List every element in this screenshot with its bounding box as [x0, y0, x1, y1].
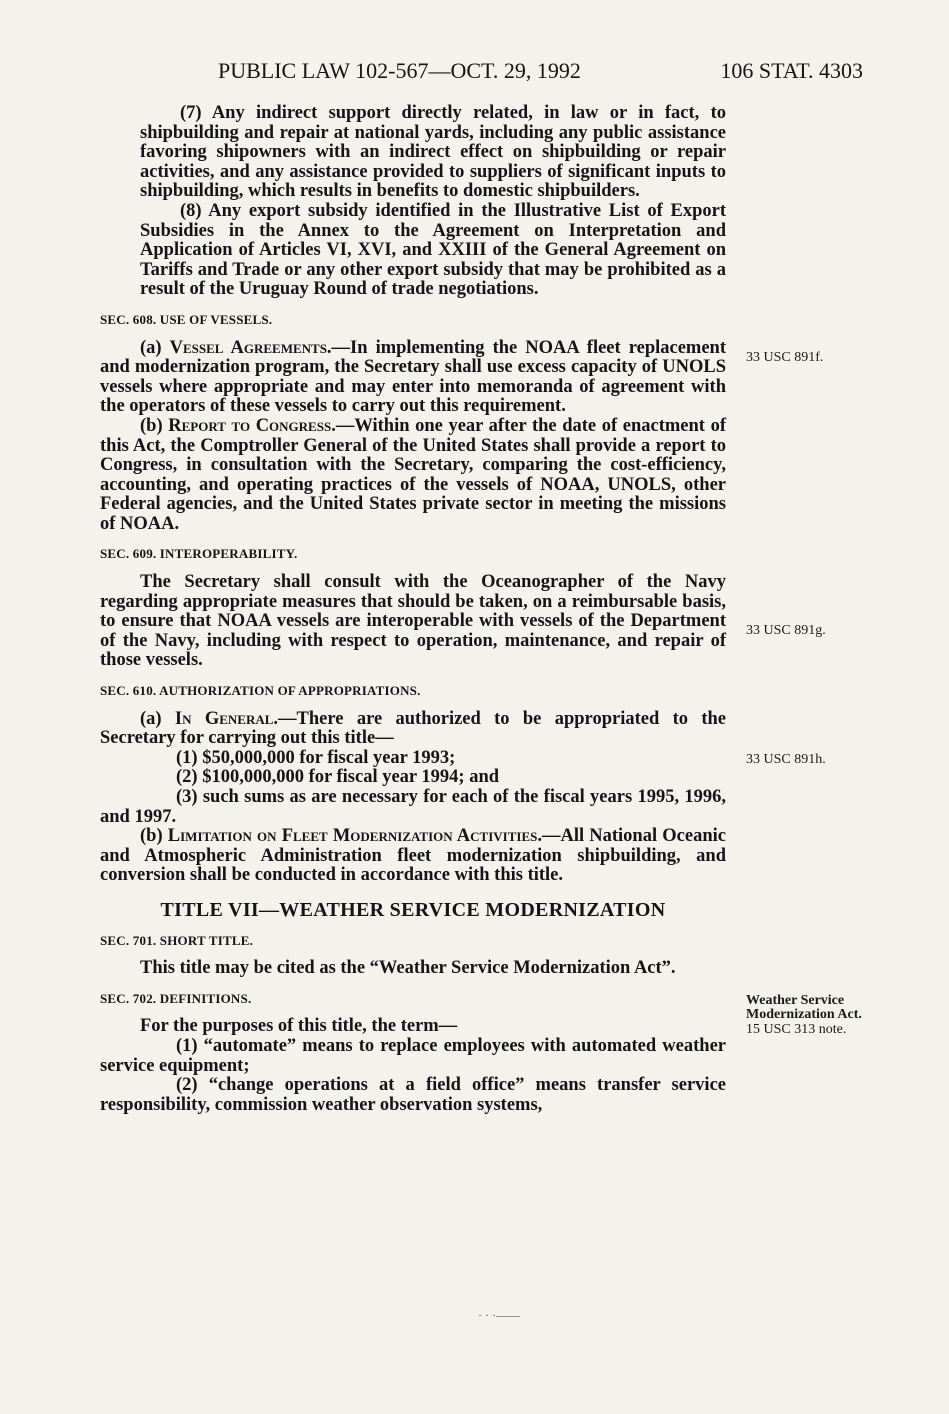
section-610-heading: SEC. 610. AUTHORIZATION OF APPROPRIATIONS.	[100, 683, 421, 699]
section-702-item-1: (1) “automate” means to replace employees with automated weather service equipment;	[100, 1035, 726, 1076]
margin-note-sec608: 33 USC 891f.	[746, 350, 824, 365]
section-609-text: The Secretary shall consult with the Oceanographer of the Navy regarding appropriate measures that should be taken, on a reimbursable basis, to ensure that NOAA vessels are interoperable with vessels of the Department of the Navy, including with respect to operation, maintenance, and repair of those vessels.	[100, 572, 726, 671]
section-608-a	[100, 339, 726, 417]
document-body	[100, 104, 726, 1115]
section-608-b	[100, 417, 726, 535]
footer-mark: · · ·——	[478, 1308, 520, 1322]
section-608-a-text: .—In implementing the NOAA fleet replacement and modernization program, the Secretary shall use excess capacity of UNOLS vessels where appropriate and may enter into memoranda of agreement with the operators of these vessels to carry out this requirement.	[100, 337, 726, 417]
section-610-a	[100, 710, 726, 749]
section-608-a-label: (a)	[140, 337, 170, 358]
margin-note-title7	[746, 994, 876, 1037]
title-7-heading: TITLE VII—WEATHER SERVICE MODERNIZATION	[160, 898, 666, 921]
margin-note-sec610: 33 USC 891h.	[746, 752, 826, 767]
page-header	[100, 58, 863, 88]
section-610-a-label: (a)	[140, 708, 175, 729]
section-610-item-3: (3) such sums as are necessary for each of the fiscal years 1995, 1996, and 1997.	[100, 787, 726, 827]
running-head: PUBLIC LAW 102-567—OCT. 29, 1992	[218, 58, 581, 83]
section-702-heading: SEC. 702. DEFINITIONS.	[100, 990, 252, 1006]
section-610-b-text: .—All National Oceanic and Atmospheric Administration fleet modernization shipbuilding, and conversion shall be conducted in accordance with this title.	[100, 826, 726, 886]
section-608-a-caption: Vessel Agreements	[169, 337, 327, 358]
section-610-b	[100, 827, 726, 886]
section-701-heading: SEC. 701. SHORT TITLE.	[100, 932, 254, 948]
margin-note-title7-act: Weather Service Modernization Act.	[746, 993, 862, 1022]
section-608-heading: SEC. 608. USE OF VESSELS.	[100, 311, 273, 327]
section-609-heading: SEC. 609. INTEROPERABILITY.	[100, 546, 298, 562]
section-610-a-caption: In General	[174, 708, 274, 729]
margin-note-title7-usc: 15 USC 313 note.	[746, 1022, 847, 1037]
section-702-item-2: (2) “change operations at a field office” means transfer service responsibility, commission weather observation systems,	[100, 1075, 726, 1115]
section-610-item-2: (2) $100,000,000 for fiscal year 1994; and	[176, 767, 500, 788]
statute-page-number: 106 STAT. 4303	[720, 58, 863, 83]
section-608-b-label: (b)	[140, 415, 169, 436]
section-610-a-text: .—There are authorized to be appropriated to the Secretary for carrying out this title—	[100, 708, 726, 749]
paragraph-7: (7) Any indirect support directly related, in law or in fact, to shipbuilding and repair at national yards, including any public assistance favoring shipowners with an indirect effect on shipbuilding or repair activities, and any assistance provided to suppliers of significant inputs to shipbuilding, which results in benefits to domestic shipbuilders.	[140, 103, 726, 202]
section-610-b-label: (b)	[140, 826, 168, 847]
section-702-intro: For the purposes of this title, the term—	[140, 1016, 458, 1037]
paragraph-8: (8) Any export subsidy identified in the Illustrative List of Export Subsidies in the Annex to the Agreement on Interpretation and Application of Articles VI, XVI, and XXIII of the General Agreement on Tariffs and Trade or any other export subsidy that may be prohibited as a result of the Uruguay Round of trade negotiations.	[140, 200, 726, 300]
section-608-b-caption: Report to Congress	[168, 415, 332, 436]
section-608-b-text: .—Within one year after the date of enactment of this Act, the Comptroller General of the United States shall provide a report to Congress, in consultation with the Secretary, comparing the cost-efficiency, accounting, and operating practices of the vessels of NOAA, UNOLS, other Federal agencies, and the United States private sector in meeting the missions of NOAA.	[100, 415, 726, 534]
section-701-text: This title may be cited as the “Weather Service Modernization Act”.	[140, 958, 676, 979]
section-610-b-caption: Limitation on Fleet Modernization Activities	[167, 826, 538, 847]
margin-note-sec609: 33 USC 891g.	[746, 623, 826, 638]
section-610-item-1: (1) $50,000,000 for fiscal year 1993;	[176, 747, 456, 768]
